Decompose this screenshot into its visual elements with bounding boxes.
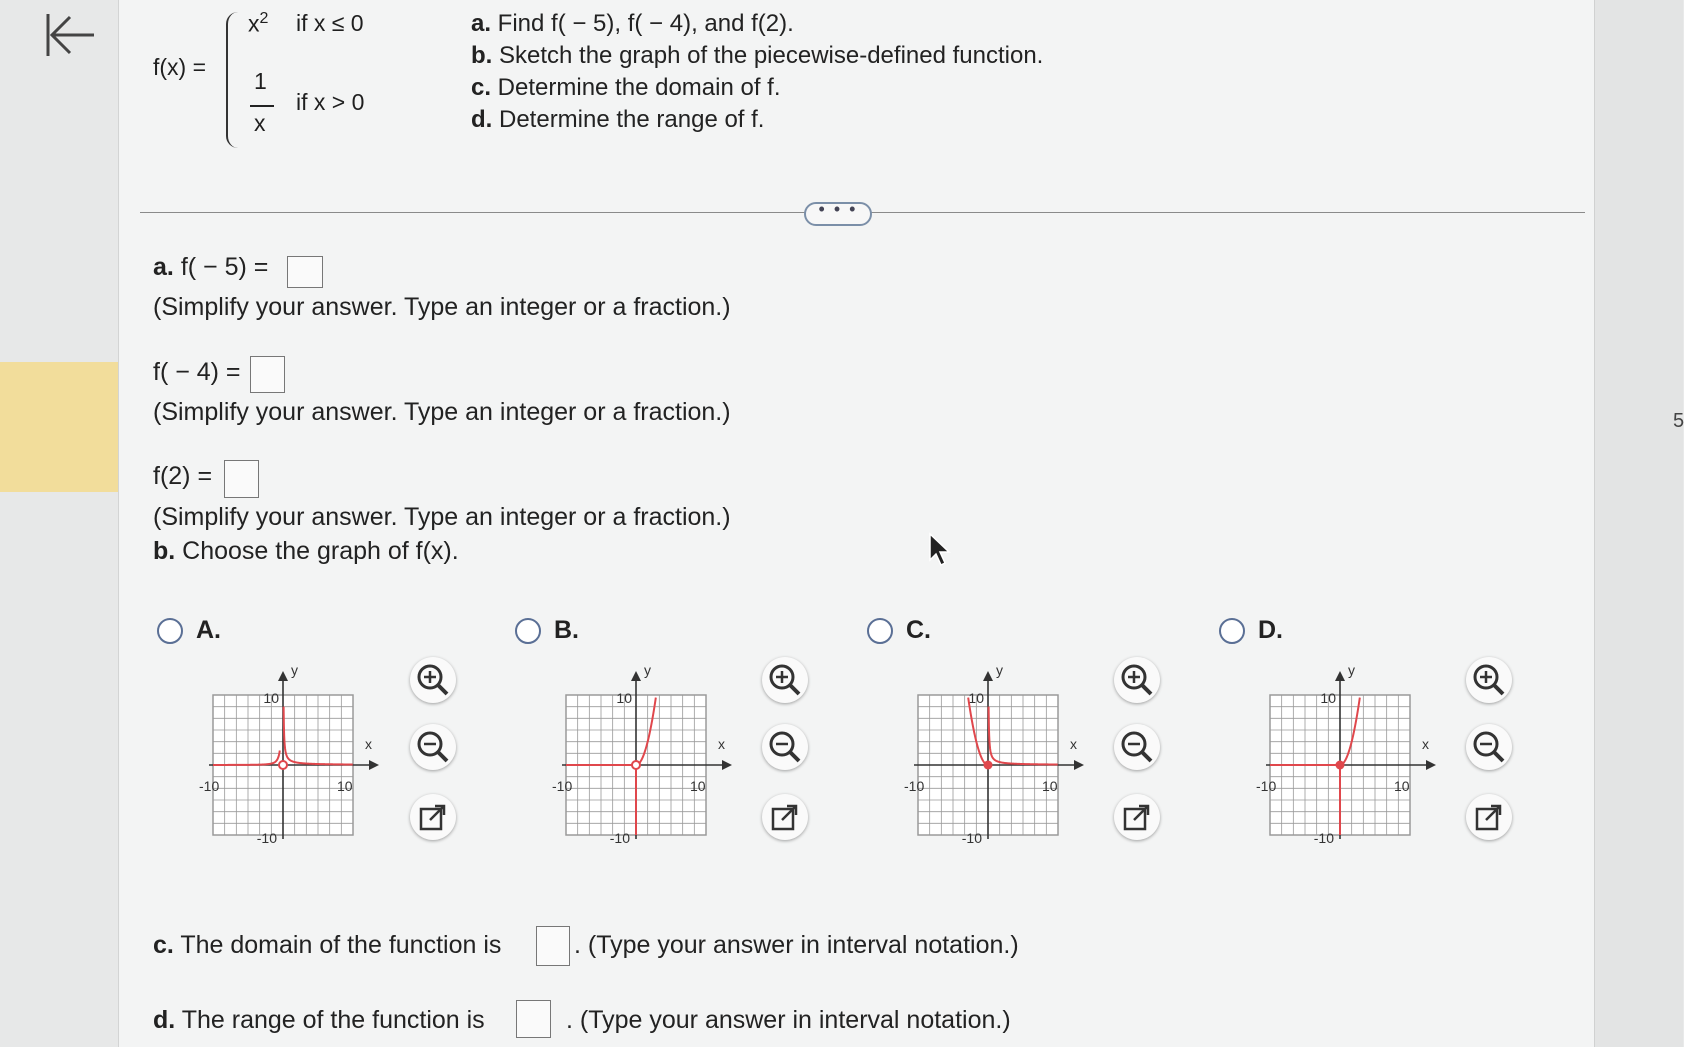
instruction-c: c. Determine the domain of f.	[471, 74, 781, 101]
part-d-text: d. The range of the function is	[153, 1006, 485, 1034]
option-b-zoom-out-icon[interactable]	[762, 724, 808, 770]
x-axis-label: x	[365, 736, 372, 752]
option-a-zoom-out-icon[interactable]	[410, 724, 456, 770]
option-b-graph[interactable]	[548, 660, 748, 860]
option-b-zoom-in-icon[interactable]	[762, 657, 808, 703]
instruction-a: a. Find f( − 5), f( − 4), and f(2).	[471, 10, 794, 37]
part-d-instruction: . (Type your answer in interval notation.)	[566, 1006, 1011, 1034]
y-tick-label-10: 10	[968, 690, 984, 706]
option-c-radio[interactable]	[867, 618, 893, 644]
option-b-label[interactable]: B.	[554, 616, 579, 644]
y-axis-label: y	[291, 662, 298, 678]
x-axis-label: x	[718, 736, 725, 752]
x-tick-label-neg10: -10	[552, 778, 573, 794]
option-d-label[interactable]: D.	[1258, 616, 1283, 644]
range-answer-input[interactable]	[516, 1000, 551, 1038]
case2-numerator: 1	[254, 68, 267, 94]
case2-condition: if x > 0	[296, 89, 365, 115]
open-point	[279, 761, 287, 769]
option-c-popout-icon[interactable]	[1114, 794, 1160, 840]
y-tick-label-10: 10	[616, 690, 632, 706]
option-c-zoom-in-icon[interactable]	[1114, 657, 1160, 703]
x-axis-label: x	[1422, 736, 1429, 752]
x-tick-label-neg10: -10	[904, 778, 925, 794]
option-d-radio[interactable]	[1219, 618, 1245, 644]
piecewise-brace	[226, 12, 242, 148]
option-a-radio[interactable]	[157, 618, 183, 644]
x-axis-arrow	[1426, 760, 1436, 770]
mouse-cursor-icon	[928, 532, 954, 568]
option-c-graph[interactable]	[900, 660, 1100, 860]
back-arrow-icon[interactable]	[38, 6, 98, 66]
domain-answer-input[interactable]	[536, 926, 570, 966]
part-c-text: c. The domain of the function is	[153, 931, 502, 959]
closed-point	[1336, 761, 1345, 770]
x-axis-arrow	[722, 760, 732, 770]
y-axis-label: y	[1348, 662, 1355, 678]
x-tick-label-10: 10	[337, 778, 353, 794]
instruction-d: d. Determine the range of f.	[471, 106, 765, 133]
x-tick-label-neg10: -10	[199, 778, 220, 794]
case1-expression: $x^2$	[248, 10, 269, 37]
open-point	[632, 761, 640, 769]
y-axis-label: y	[996, 662, 1003, 678]
part-a-q3: f(2) =	[153, 462, 213, 490]
option-d-zoom-in-icon[interactable]	[1466, 657, 1512, 703]
part-a-hint-3: (Simplify your answer. Type an integer or a fraction.)	[153, 503, 731, 531]
option-a-popout-icon[interactable]	[410, 794, 456, 840]
option-d-graph[interactable]	[1252, 660, 1452, 860]
function-name: f(x) =	[153, 54, 207, 80]
y-tick-label-neg10: -10	[609, 830, 630, 846]
option-a-label[interactable]: A.	[196, 616, 221, 644]
answer-f-neg5-input[interactable]	[287, 256, 323, 288]
option-b-radio[interactable]	[515, 618, 541, 644]
part-a-q1: a. f( − 5) =	[153, 253, 269, 281]
y-tick-label-neg10: -10	[256, 830, 277, 846]
part-c-instruction: . (Type your answer in interval notation.)	[574, 931, 1019, 959]
answer-f-2-input[interactable]	[224, 460, 259, 498]
y-axis-arrow	[983, 671, 993, 681]
option-a-zoom-in-icon[interactable]	[410, 657, 456, 703]
right-panel-edge	[1594, 0, 1683, 1047]
y-tick-label-neg10: -10	[1313, 830, 1334, 846]
option-d-zoom-out-icon[interactable]	[1466, 724, 1512, 770]
part-a-hint-1: (Simplify your answer. Type an integer or a fraction.)	[153, 293, 731, 321]
y-axis-label: y	[644, 662, 651, 678]
option-b-popout-icon[interactable]	[762, 794, 808, 840]
y-axis-arrow	[278, 671, 288, 681]
x-axis-arrow	[1074, 760, 1084, 770]
case1-condition: if x ≤ 0	[296, 10, 364, 36]
x-tick-label-10: 10	[1042, 778, 1058, 794]
closed-point	[984, 761, 993, 770]
expand-more-button[interactable]: • • •	[804, 202, 872, 226]
part-b-prompt: b. Choose the graph of f(x).	[153, 537, 459, 565]
y-tick-label-neg10: -10	[961, 830, 982, 846]
x-tick-label-10: 10	[1394, 778, 1410, 794]
part-a-q2: f( − 4) =	[153, 358, 241, 386]
x-tick-label-10: 10	[690, 778, 706, 794]
y-axis-arrow	[1335, 671, 1345, 681]
right-edge-char: 5	[1673, 410, 1684, 432]
x-tick-label-neg10: -10	[1256, 778, 1277, 794]
option-a-graph[interactable]	[195, 660, 395, 860]
option-c-label[interactable]: C.	[906, 616, 931, 644]
option-c-zoom-out-icon[interactable]	[1114, 724, 1160, 770]
option-d-popout-icon[interactable]	[1466, 794, 1512, 840]
y-tick-label-10: 10	[1320, 690, 1336, 706]
instruction-b: b. Sketch the graph of the piecewise-defined function.	[471, 42, 1044, 69]
part-a-hint-2: (Simplify your answer. Type an integer or a fraction.)	[153, 398, 731, 426]
case2-denominator: x	[254, 110, 266, 136]
answer-f-neg4-input[interactable]	[250, 356, 285, 393]
y-tick-label-10: 10	[263, 690, 279, 706]
sidebar-highlight	[0, 362, 118, 492]
x-axis-arrow	[369, 760, 379, 770]
left-sidebar	[0, 0, 119, 1047]
x-axis-label: x	[1070, 736, 1077, 752]
y-axis-arrow	[631, 671, 641, 681]
fraction-bar	[250, 105, 274, 107]
